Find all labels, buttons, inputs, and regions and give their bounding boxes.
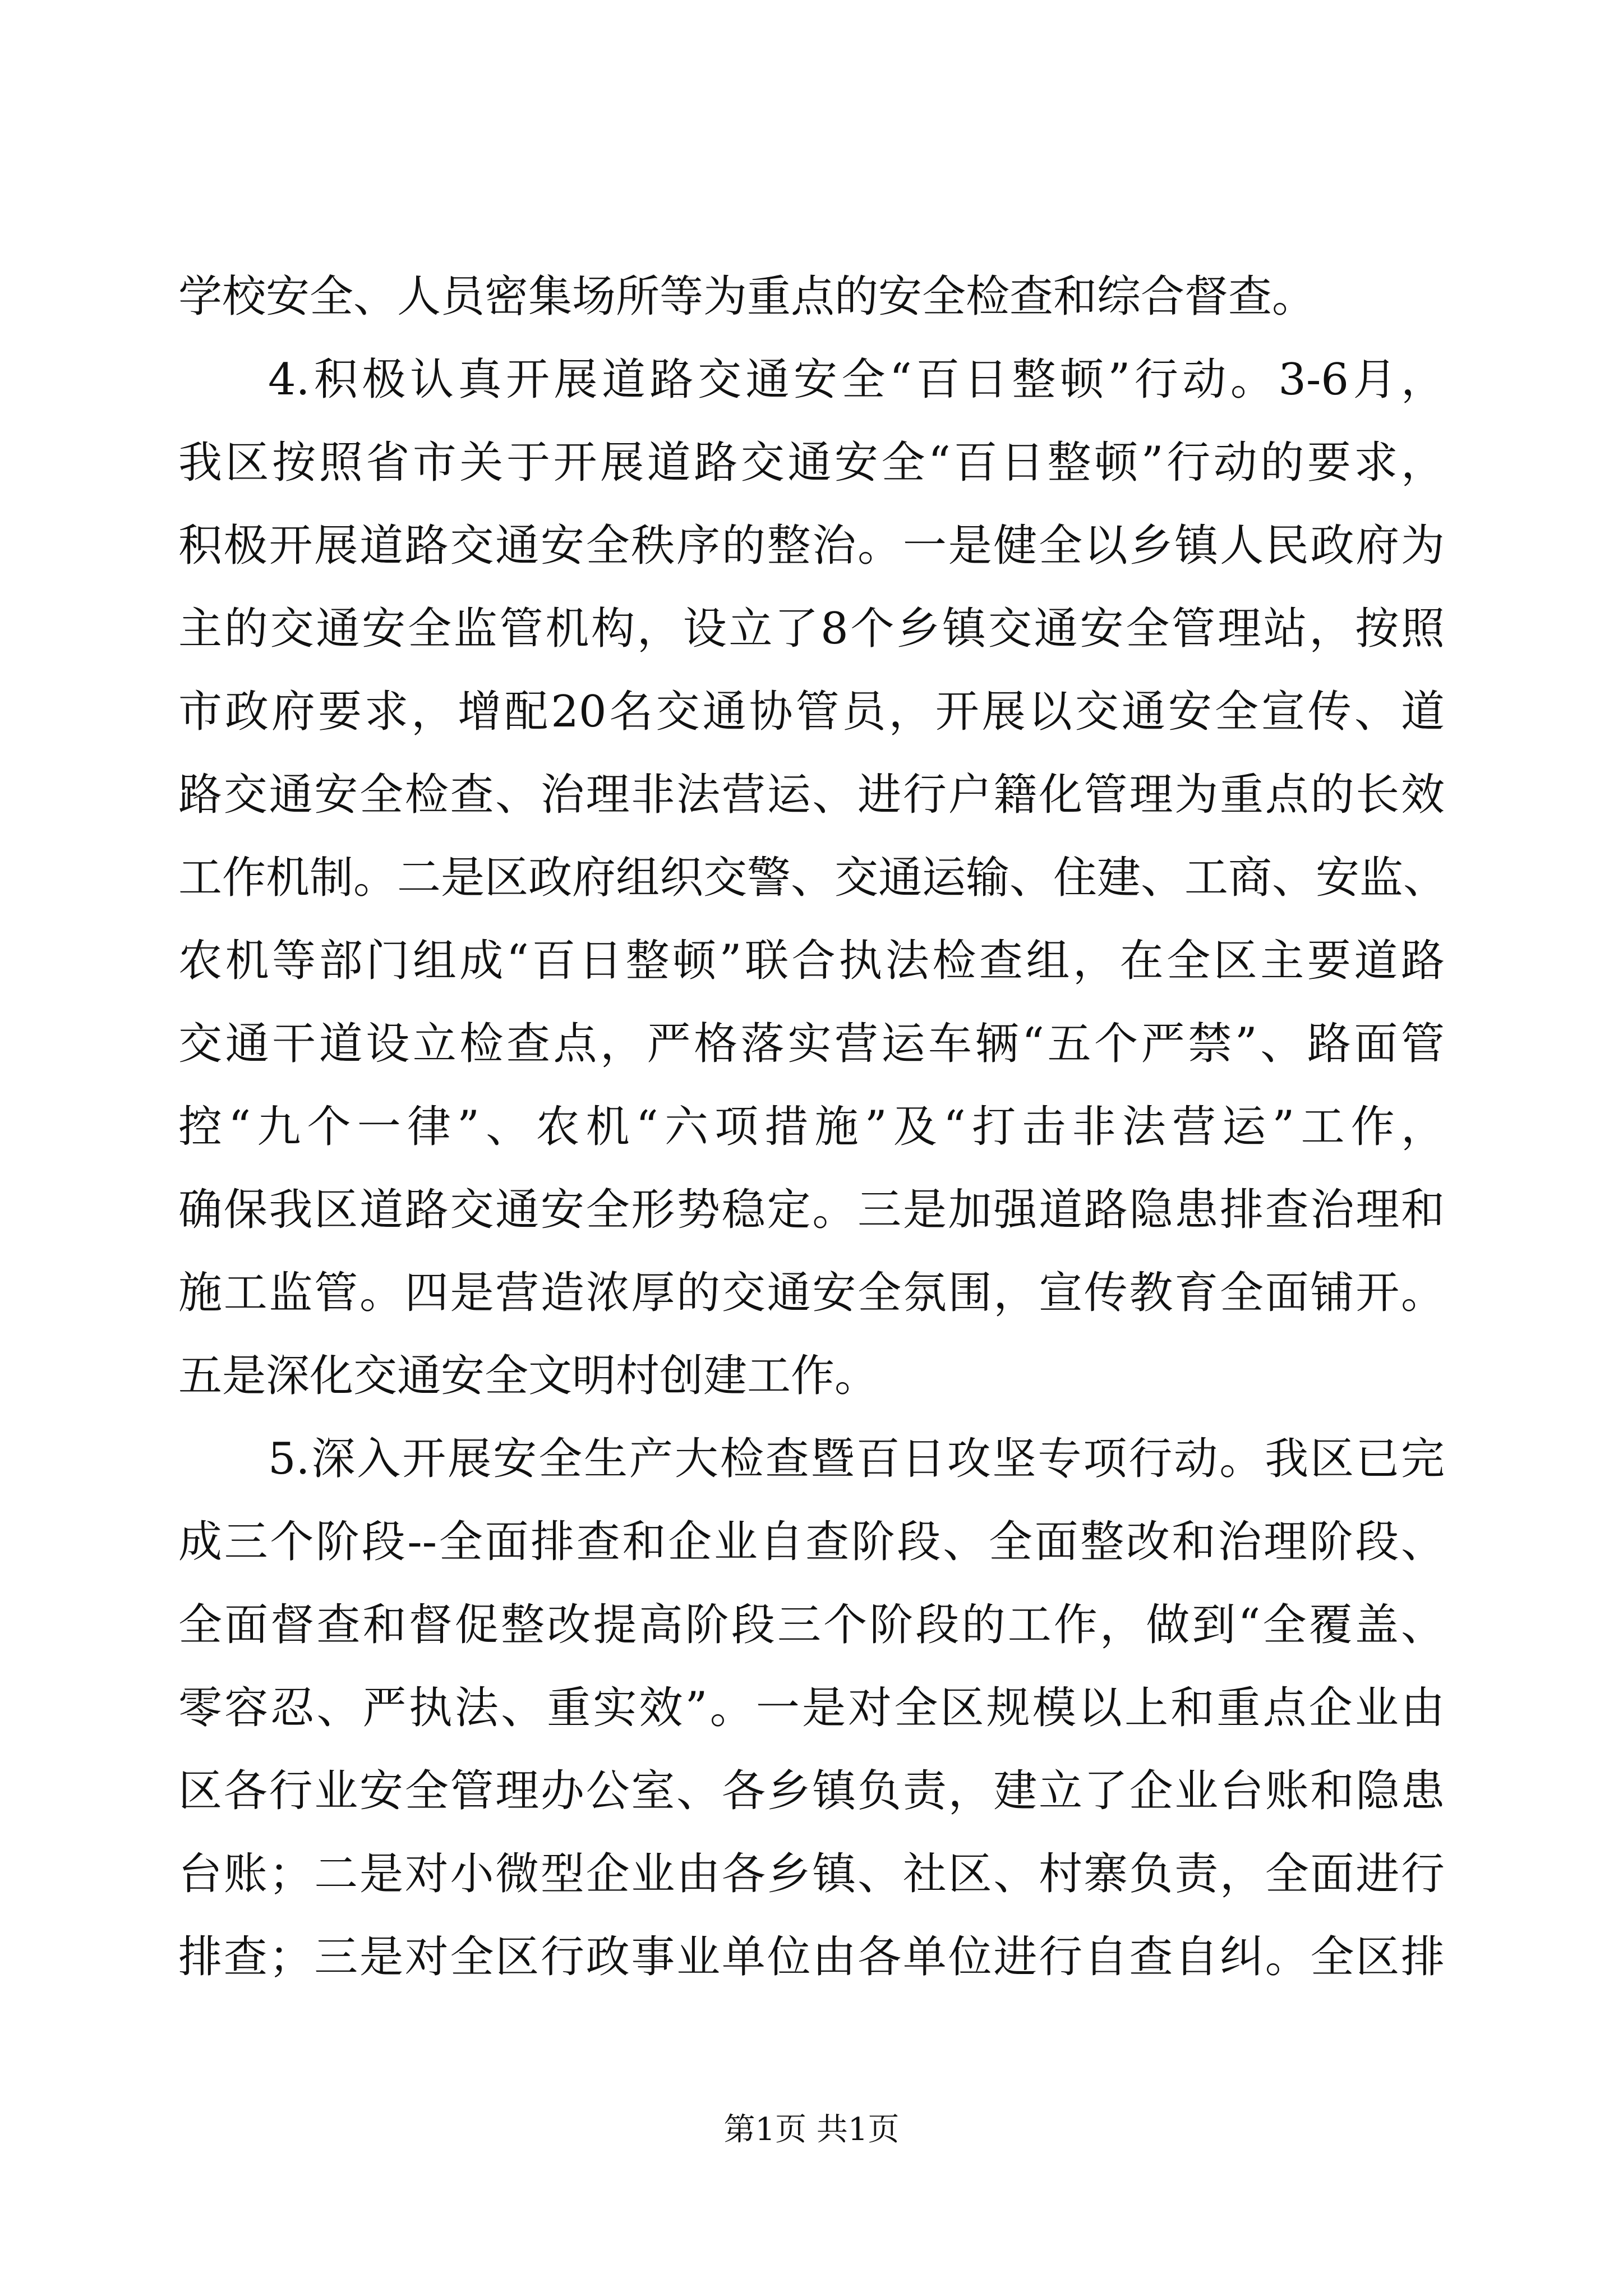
text-line: 交通干道设立检查点，严格落实营运车辆“五个严禁”、路面管 — [178, 1019, 1445, 1069]
text-line: 施工监管。四是营造浓厚的交通安全氛围，宣传教育全面铺开。 — [178, 1268, 1445, 1318]
text-line: 全面督查和督促整改提高阶段三个阶段的工作，做到“全覆盖、 — [178, 1600, 1445, 1650]
text-line: 成三个阶段--全面排查和企业自查阶段、全面整改和治理阶段、 — [178, 1517, 1445, 1567]
page-number-label: 第1页 共1页 — [723, 2111, 900, 2148]
text-line: 台账；二是对小微型企业由各乡镇、社区、村寨负责，全面进行 — [178, 1849, 1445, 1899]
page-footer — [0, 2110, 1623, 2150]
text-line: 确保我区道路交通安全形势稳定。三是加强道路隐患排查治理和 — [178, 1185, 1445, 1235]
text-line: 学校安全、人员密集场所等为重点的安全检查和综合督查。 — [178, 272, 1316, 322]
text-line: 五是深化交通安全文明村创建工作。 — [178, 1351, 879, 1401]
text-line: 5.深入开展安全生产大检查暨百日攻坚专项行动。我区已完 — [268, 1434, 1445, 1484]
text-line: 路交通安全检查、治理非法营运、进行户籍化管理为重点的长效 — [178, 770, 1445, 820]
text-line: 市政府要求，增配20名交通协管员，开展以交通安全宣传、道 — [178, 687, 1445, 737]
text-line: 工作机制。二是区政府组织交警、交通运输、住建、工商、安监、 — [178, 853, 1447, 903]
text-line: 控“九个一律”、农机“六项措施”及“打击非法营运”工作， — [178, 1102, 1445, 1152]
text-line: 积极开展道路交通安全秩序的整治。一是健全以乡镇人民政府为 — [178, 521, 1445, 571]
document-body — [178, 255, 1445, 1999]
text-line: 我区按照省市关于开展道路交通安全“百日整顿”行动的要求， — [178, 438, 1445, 488]
text-line: 主的交通安全监管机构，设立了8个乡镇交通安全管理站，按照 — [178, 604, 1445, 654]
text-line: 4.积极认真开展道路交通安全“百日整顿”行动。3-6月， — [268, 355, 1445, 405]
text-line: 排查；三是对全区行政事业单位由各单位进行自查自纠。全区排 — [178, 1932, 1445, 1982]
text-line: 农机等部门组成“百日整顿”联合执法检查组，在全区主要道路 — [178, 936, 1445, 986]
text-line: 零容忍、严执法、重实效”。一是对全区规模以上和重点企业由 — [178, 1683, 1445, 1733]
text-line: 区各行业安全管理办公室、各乡镇负责，建立了企业台账和隐患 — [178, 1766, 1445, 1816]
